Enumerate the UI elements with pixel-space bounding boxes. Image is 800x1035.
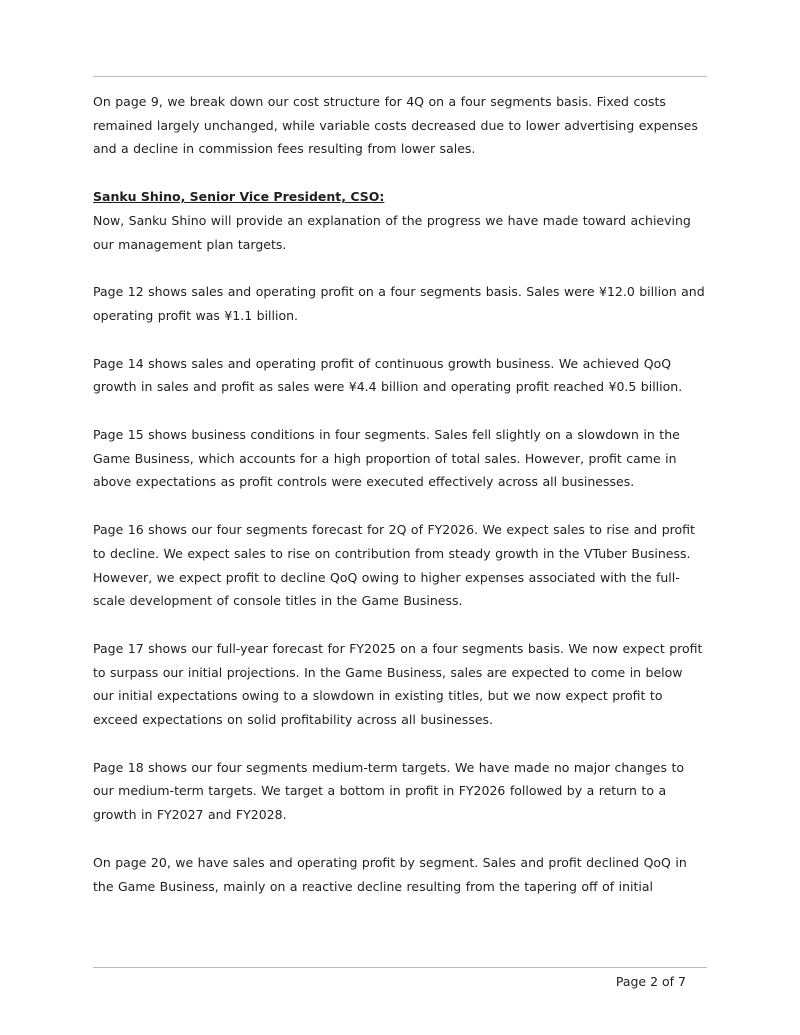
paragraph: Page 17 shows our full-year forecast for FY2025 on a four segments basis. We now expect profit to surpass our initial projections. In the Game Business, sales are expected to come in below our initial expectations owing to a slowdown in existing titles, but we now expect profit to exceed expectations on solid profitability across all businesses. bbox=[93, 640, 703, 728]
document-page bbox=[93, 0, 707, 1035]
header-divider bbox=[93, 76, 707, 77]
paragraph: Page 16 shows our four segments forecast for 2Q of FY2026. We expect sales to rise and profit to decline. We expect sales to rise on contribution from steady growth in the VTuber Business. However, we expect profit to decline QoQ owing to higher expenses associated with the full-scale development of console titles in the Game Business. bbox=[93, 522, 695, 609]
paragraph: Now, Sanku Shino will provide an explanation of the progress we have made toward achieving our management plan targets. bbox=[93, 212, 691, 252]
page-number: Page 2 of 7 bbox=[615, 974, 686, 989]
paragraph: Page 12 shows sales and operating profit on a four segments basis. Sales were ¥12.0 billion and operating profit was ¥1.1 billion. bbox=[93, 284, 705, 323]
paragraph: Page 15 shows business conditions in four segments. Sales fell slightly on a slowdown in the Game Business, which accounts for a high proportion of total sales. However, profit came in above expectations as profit controls were executed effectively across all businesses. bbox=[93, 427, 680, 490]
speaker-heading: Sanku Shino, Senior Vice President, CSO: bbox=[93, 189, 385, 205]
paragraph: Page 18 shows our four segments medium-term targets. We have made no major changes to our medium-term targets. We target a bottom in profit in FY2026 followed by a return to a growth in FY2027 and FY2028. bbox=[93, 759, 685, 823]
paragraph: On page 20, we have sales and operating profit by segment. Sales and profit declined QoQ in the Game Business, mainly on a reactive decline resulting from the tapering off of initial bbox=[93, 854, 687, 894]
paragraph: On page 9, we break down our cost structure for 4Q on a four segments basis. Fixed costs remained largely unchanged, while variable costs decreased due to lower advertising expenses and a decline in commission fees resulting from lower sales. bbox=[93, 94, 698, 157]
footer-divider bbox=[93, 967, 707, 968]
paragraph: Page 14 shows sales and operating profit of continuous growth business. We achieved QoQ growth in sales and profit as sales were ¥4.4 billion and operating profit reached ¥0.5 billion. bbox=[93, 355, 683, 395]
page-footer bbox=[93, 967, 707, 994]
